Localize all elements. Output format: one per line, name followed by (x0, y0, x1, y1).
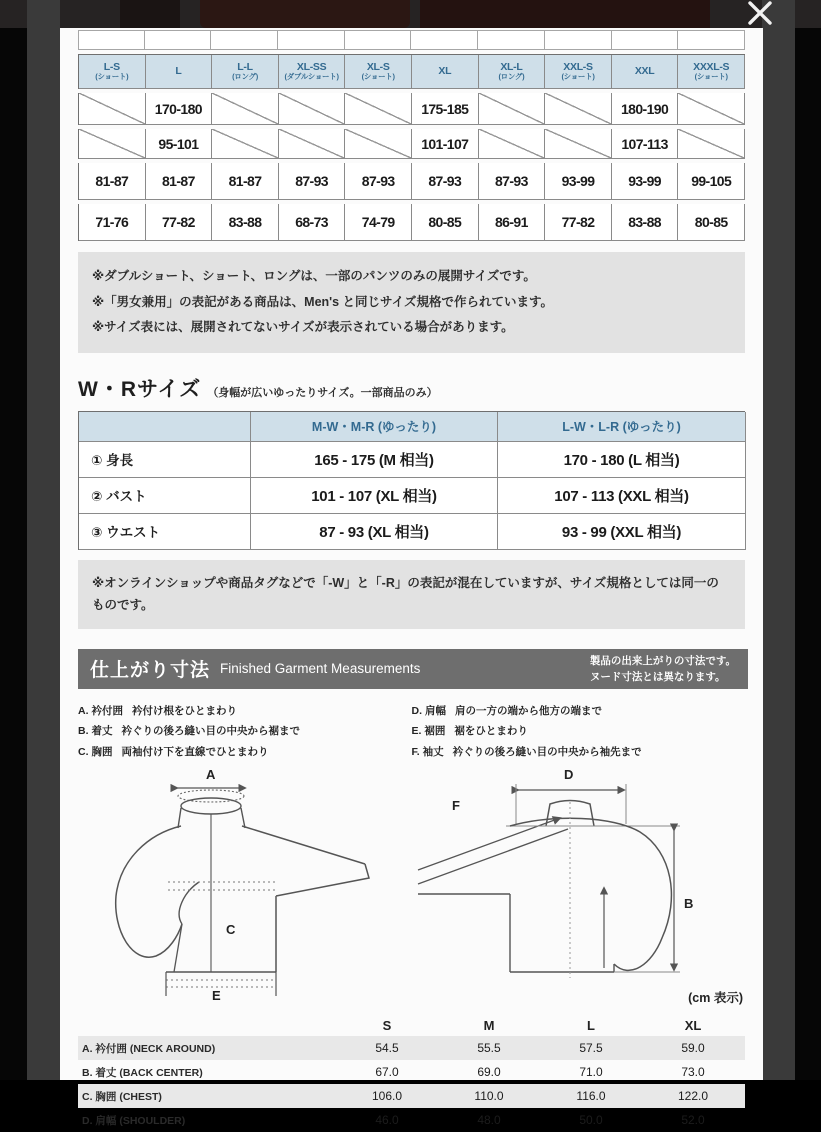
size-cell: 101-107 (412, 129, 479, 159)
jacket-back-diagram (418, 766, 745, 1002)
size-cell: 80-85 (678, 204, 745, 241)
empty-cell (345, 93, 412, 125)
table-row: A. 衿付囲 (NECK AROUND) 54.5 55.5 57.5 59.0 (78, 1036, 745, 1060)
empty-cell (345, 129, 412, 159)
size-cell: 87-93 (412, 163, 479, 200)
empty-cell (279, 93, 346, 125)
wr-size-heading (78, 373, 745, 403)
measurement-legend (78, 701, 745, 762)
measurements-table (78, 1014, 745, 1132)
size-column-header: L (146, 55, 213, 89)
measurements-header-row (78, 1014, 745, 1036)
wr-note-box (78, 560, 745, 629)
size-cell: 81-87 (146, 163, 213, 200)
empty-cell (545, 93, 612, 125)
size-cell: 107-113 (612, 129, 679, 159)
dim-label-e: E (212, 988, 221, 1004)
table-row-partial (78, 30, 745, 50)
wr-cell: 107 - 113 (XXL 相当) (498, 478, 746, 514)
size-cell: 87-93 (279, 163, 346, 200)
size-table (78, 54, 745, 89)
section-note: 製品の出来上がりの寸法です。 ヌード寸法とは異なります。 (589, 654, 736, 683)
size-column-header: XXL-S (ショート) (545, 55, 612, 89)
dim-label-f: F (452, 798, 460, 814)
wr-cell: 165 - 175 (M 相当) (251, 442, 498, 478)
empty-cell (212, 129, 279, 159)
dim-label-d: D (564, 767, 574, 783)
legend-item: C. 胸囲 両袖付け下を直線でひとまわり (78, 745, 269, 758)
empty-cell (678, 93, 745, 125)
size-column-header: L-S (ショート) (79, 55, 146, 89)
section-title-en: Finished Garment Measurements (220, 661, 421, 677)
viewer-right-gutter (762, 0, 795, 1080)
jacket-front-diagram (78, 766, 418, 1002)
empty-cell (678, 129, 745, 159)
size-cell: 81-87 (79, 163, 146, 200)
legend-item: F. 袖丈 衿ぐりの後ろ縫い目の中央から袖先まで (411, 745, 642, 758)
size-cell: 71-76 (79, 204, 146, 241)
size-column-header: XL (412, 55, 479, 89)
size-cell: 175-185 (412, 93, 479, 125)
col-header-m: M (483, 1017, 495, 1033)
table-row: D. 肩幅 (SHOULDER) 46.0 48.0 50.0 52.0 (82, 1113, 705, 1128)
empty-cell (479, 129, 546, 159)
wr-cell: 93 - 99 (XXL 相当) (498, 514, 746, 550)
size-column-header: XL-SS (ダブルショート) (279, 55, 346, 89)
cm-unit-note: (cm 表示) (688, 991, 743, 1006)
size-cell: 93-99 (545, 163, 612, 200)
note-line: ※ダブルショート、ショート、ロングは、一部のパンツのみの展開サイズです。 (92, 269, 536, 283)
size-cell: 99-105 (678, 163, 745, 200)
wr-row-label: ① 身長 (79, 442, 251, 478)
wr-column-header: M-W・M-R (ゆったり) (251, 412, 498, 442)
size-cell: 77-82 (146, 204, 213, 241)
size-cell: 81-87 (212, 163, 279, 200)
photo-fragment (120, 0, 180, 28)
legend-item: A. 衿付囲 衿付け根をひとまわり (78, 704, 237, 717)
size-cell: 93-99 (612, 163, 679, 200)
size-cell: 83-88 (612, 204, 679, 241)
size-chart-document (60, 28, 763, 1128)
photo-fragment (420, 0, 710, 28)
viewer-left-gutter (27, 0, 60, 1080)
wr-corner-cell (79, 412, 251, 442)
wr-size-title: W・Rサイズ (78, 377, 202, 401)
dim-label-c: C (226, 922, 236, 938)
empty-cell (545, 129, 612, 159)
wr-size-subtitle: （身幅が広いゆったりサイズ。一部商品のみ） (207, 386, 438, 399)
size-cell: 74-79 (345, 204, 412, 241)
wr-cell: 87 - 93 (XL 相当) (251, 514, 498, 550)
size-table-row-bust (78, 129, 745, 159)
col-header-l: L (587, 1017, 595, 1033)
dim-label-b: B (684, 896, 694, 912)
size-cell: 95-101 (146, 129, 213, 159)
wr-cell: 170 - 180 (L 相当) (498, 442, 746, 478)
legend-item: B. 着丈 衿ぐりの後ろ縫い目の中央から裾まで (78, 725, 300, 738)
note-line: ※オンラインショップや商品タグなどで「-W」と「-R」の表記が混在していますが、サイズ規格としては同一のものです。 (92, 575, 719, 613)
size-cell: 170-180 (146, 93, 213, 125)
size-column-header: XL-L (ロング) (479, 55, 546, 89)
dim-label-a: A (206, 767, 216, 783)
wr-row-label: ③ ウエスト (79, 514, 251, 550)
empty-cell (212, 93, 279, 125)
size-cell: 180-190 (612, 93, 679, 125)
col-header-s: S (382, 1017, 392, 1033)
empty-cell (79, 129, 146, 159)
size-cell: 77-82 (545, 204, 612, 241)
finished-measurements-header (78, 649, 748, 689)
size-notes-box (78, 252, 745, 353)
note-line: ※「男女兼用」の表記がある商品は、Men's と同じサイズ規格で作られています。 (92, 294, 554, 309)
wr-column-header: L-W・L-R (ゆったり) (498, 412, 746, 442)
size-table-row-height (78, 93, 745, 125)
table-row: C. 胸囲 (CHEST) 106.0 110.0 116.0 122.0 (78, 1084, 745, 1108)
table-row: B. 着丈 (BACK CENTER) 67.0 69.0 71.0 73.0 (82, 1065, 705, 1080)
legend-item: D. 肩幅 肩の一方の端から他方の端まで (411, 704, 602, 717)
wr-size-table (78, 411, 745, 550)
legend-item: E. 裾囲 裾をひとまわり (411, 725, 528, 738)
empty-cell (79, 93, 146, 125)
garment-diagrams (78, 766, 745, 1002)
photo-fragment (200, 0, 410, 28)
empty-cell (279, 129, 346, 159)
photo-strip (0, 0, 821, 28)
size-column-header: XXL (612, 55, 679, 89)
wr-row-label: ② バスト (79, 478, 251, 514)
size-cell: 80-85 (412, 204, 479, 241)
note-line: ※サイズ表には、展開されてないサイズが表示されている場合があります。 (92, 320, 514, 335)
size-column-header: XXXL-S (ショート) (678, 55, 745, 89)
col-header-xl: XL (684, 1017, 702, 1033)
size-cell: 83-88 (212, 204, 279, 241)
size-cell: 87-93 (345, 163, 412, 200)
empty-cell (479, 93, 546, 125)
section-title-jp: 仕上がり寸法 (90, 660, 211, 682)
wr-cell: 101 - 107 (XL 相当) (251, 478, 498, 514)
size-cell: 87-93 (479, 163, 546, 200)
size-column-header: L-L (ロング) (212, 55, 279, 89)
size-cell: 86-91 (479, 204, 546, 241)
size-cell: 68-73 (279, 204, 346, 241)
size-table-row-chest (78, 163, 745, 200)
close-icon[interactable] (743, 0, 777, 30)
size-table-row-waist (78, 204, 745, 241)
size-column-header: XL-S (ショート) (345, 55, 412, 89)
